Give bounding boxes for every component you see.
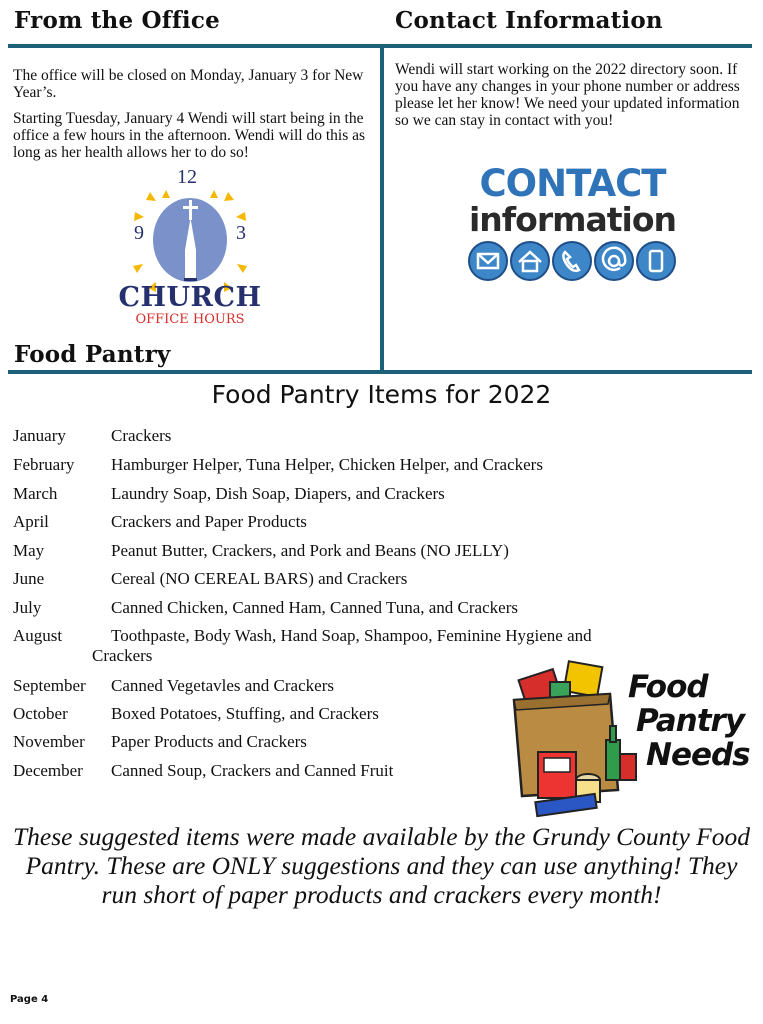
list-item: [13, 484, 445, 504]
list-item-continuation: Crackers: [92, 646, 153, 665]
list-item: [13, 512, 307, 532]
month-items: Canned Soup, Crackers and Canned Fruit: [111, 761, 394, 780]
month-items: Toothpaste, Body Wash, Hand Soap, Shampoo, Feminine Hygiene and: [111, 626, 592, 645]
grocery-bag-icon: [500, 660, 640, 820]
list-item: [13, 598, 518, 618]
month-label: October: [13, 704, 68, 723]
needs-line-2: Pantry: [636, 703, 745, 739]
list-item: [13, 541, 509, 561]
month-label: March: [13, 484, 58, 503]
month-items: Peanut Butter, Crackers, and Pork and Beans (NO JELLY): [111, 541, 509, 560]
pantry-section-title: Food Pantry: [14, 341, 171, 368]
month-items: Canned Chicken, Canned Ham, Canned Tuna, and Crackers: [111, 598, 518, 617]
pantry-divider: [8, 370, 752, 374]
month-label: June: [13, 569, 45, 588]
list-item: [13, 426, 171, 446]
clock-number-12: 12: [177, 166, 197, 188]
church-word: CHURCH: [118, 282, 262, 313]
pantry-suggestion-note: These suggested items were made available by the Grundy County Food Pantry. These are ONLY suggestions and they can use anything! They run short of paper products and crackers every month!: [13, 822, 750, 909]
month-label: August: [13, 626, 63, 645]
month-label: April: [13, 512, 49, 531]
list-item: [13, 626, 592, 646]
list-item: [13, 569, 407, 589]
list-item: [13, 732, 307, 752]
church-office-hours-logo: [100, 166, 280, 330]
month-label: September: [13, 676, 86, 695]
food-pantry-needs-logo: [500, 660, 750, 820]
needs-line-3: Needs: [646, 737, 750, 773]
month-items: Boxed Potatoes, Stuffing, and Crackers: [111, 704, 379, 723]
office-section-title: From the Office: [14, 7, 220, 34]
contact-directory-notice: Wendi will start working on the 2022 directory soon. If you have any changes in your phone number or address please let her know! We need your updated information so we can stay in contact with you!: [395, 61, 740, 129]
office-hours-word: OFFICE HOURS: [135, 312, 245, 327]
month-items: Canned Vegetavles and Crackers: [111, 676, 334, 695]
information-word: information: [468, 200, 676, 239]
month-items: Laundry Soap, Dish Soap, Diapers, and Crackers: [111, 484, 445, 503]
contact-information-logo: [465, 162, 680, 283]
month-label: November: [13, 732, 85, 751]
month-items: Crackers: [111, 426, 172, 445]
list-item: [13, 704, 379, 724]
clock-number-3: 3: [236, 222, 246, 244]
pantry-list-title: Food Pantry Items for 2022: [211, 380, 552, 409]
page-number: Page 4: [10, 994, 49, 1005]
month-label: February: [13, 455, 75, 474]
list-item: [13, 676, 334, 696]
month-items: Paper Products and Crackers: [111, 732, 307, 751]
contact-word: CONTACT: [479, 162, 666, 205]
month-items: Cereal (NO CEREAL BARS) and Crackers: [111, 569, 408, 588]
clock-number-9: 9: [134, 222, 144, 244]
needs-line-1: Food: [628, 669, 708, 705]
office-closed-notice: The office will be closed on Monday, January 3 for New Year’s.: [13, 67, 364, 101]
food-pantry-needs-text: [628, 669, 750, 773]
month-label: December: [13, 761, 83, 780]
contact-section-title: Contact Information: [395, 7, 663, 34]
contact-icons-row: [467, 240, 679, 282]
column-divider: [380, 48, 384, 370]
list-item: [13, 455, 543, 475]
list-item: [13, 761, 393, 781]
month-label: January: [13, 426, 66, 445]
month-label: May: [13, 541, 45, 560]
month-label: July: [13, 598, 42, 617]
month-items: Crackers and Paper Products: [111, 512, 307, 531]
month-items: Hamburger Helper, Tuna Helper, Chicken Helper, and Crackers: [111, 455, 543, 474]
office-hours-notice: Starting Tuesday, January 4 Wendi will start being in the office a few hours in the afternoon. Wendi will do this as long as her health allows her to do so!: [13, 110, 366, 161]
